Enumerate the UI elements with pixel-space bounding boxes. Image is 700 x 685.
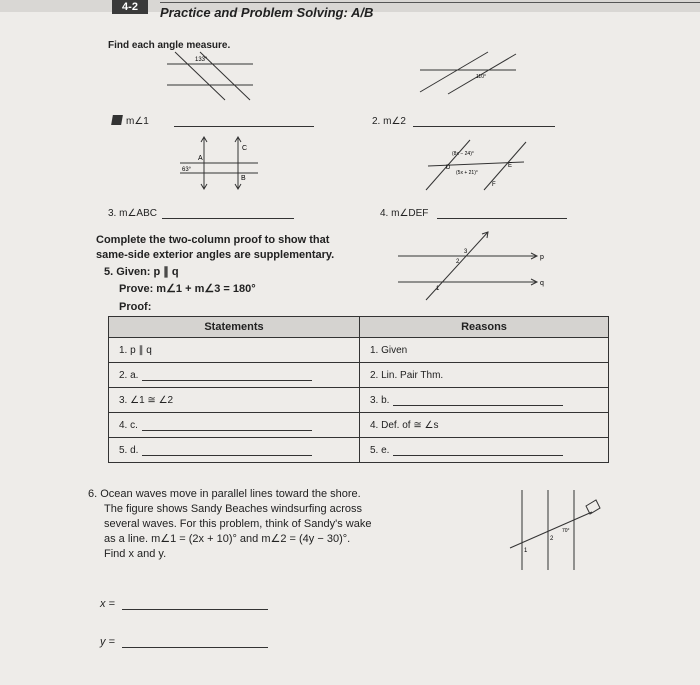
proof-angle-1-label: 1 <box>436 286 440 292</box>
proof-prove: Prove: m∠1 + m∠3 = 180° <box>119 283 256 295</box>
angle-133-label: 133° <box>195 57 208 63</box>
problem-4-row <box>380 208 567 219</box>
wake-angle-2-label: 2 <box>550 536 554 542</box>
instructions: Find each angle measure. <box>108 40 231 51</box>
figure-problem-4 <box>422 136 532 194</box>
problem-6-line-4: as a line. m∠1 = (2x + 10)° and m∠2 = (4y − 30)°. <box>104 533 351 545</box>
figure-problem-2 <box>418 48 518 96</box>
reason-4: 4. Def. of ≅ ∠s <box>370 419 439 431</box>
statements-header: Statements <box>109 317 360 338</box>
proof-table-header <box>109 317 609 338</box>
proof-given: 5. Given: p ∥ q <box>104 266 179 278</box>
point-e-label: E <box>508 163 513 169</box>
reason-1: 1. Given <box>370 344 408 356</box>
statement-5-blank[interactable] <box>142 445 312 456</box>
proof-angle-2-label: 2 <box>456 259 460 265</box>
problem-6-line-3: several waves. For this problem, think of Sandy's wake <box>104 518 372 530</box>
reason-3-blank[interactable] <box>393 395 563 406</box>
point-a-label: A <box>198 155 203 162</box>
line-p-label: p <box>540 254 544 261</box>
proof-intro-line-2: same-side exterior angles are supplementary. <box>96 249 335 261</box>
proof-intro <box>96 233 334 263</box>
problem-4-answer-blank[interactable] <box>437 208 567 219</box>
statement-1: 1. p ∥ q <box>119 344 152 356</box>
reason-5: 5. e. <box>370 444 390 456</box>
line-q-label: q <box>540 280 544 287</box>
angle-63-label: 63° <box>182 167 192 173</box>
statement-2-blank[interactable] <box>142 370 312 381</box>
expr-5x-label: (5x + 21)° <box>456 170 478 176</box>
statement-2: 2. a. <box>119 369 139 381</box>
reason-3: 3. b. <box>370 394 390 406</box>
page-title: Practice and Problem Solving: A/B <box>160 5 374 20</box>
wake-angle-70-label: 70° <box>562 528 570 534</box>
table-row <box>109 413 609 438</box>
table-row <box>109 338 609 363</box>
expr-8x-label: (8x − 24)° <box>452 151 474 157</box>
point-b-label: B <box>241 175 246 182</box>
x-label: x = <box>100 598 115 610</box>
problem-2-label: 2. m∠2 <box>372 116 406 127</box>
table-row <box>109 438 609 463</box>
marker-icon <box>111 115 123 125</box>
reason-5-blank[interactable] <box>393 445 563 456</box>
figure-proof <box>396 230 546 302</box>
problem-2-answer-blank[interactable] <box>413 116 555 127</box>
point-d-label: D <box>446 165 451 171</box>
problem-3-row <box>108 208 294 219</box>
proof-angle-3-label: 3 <box>464 249 468 255</box>
table-row <box>109 363 609 388</box>
statement-4-blank[interactable] <box>142 420 312 431</box>
reasons-header: Reasons <box>360 317 609 338</box>
lesson-badge: 4-2 <box>112 0 148 14</box>
y-answer-row <box>100 636 268 648</box>
statement-5: 5. d. <box>119 444 139 456</box>
reason-2: 2. Lin. Pair Thm. <box>370 369 444 381</box>
problem-6-line-1: 6. Ocean waves move in parallel lines toward the shore. <box>88 488 361 500</box>
problem-2-row <box>372 116 555 127</box>
problem-3-answer-blank[interactable] <box>162 208 294 219</box>
x-answer-blank[interactable] <box>122 599 268 610</box>
point-c-label: C <box>242 145 248 152</box>
y-label: y = <box>100 636 115 648</box>
table-row <box>109 388 609 413</box>
wake-angle-1-label: 1 <box>524 548 528 554</box>
proof-intro-line-1: Complete the two-column proof to show that <box>96 234 330 246</box>
problem-6-text <box>88 487 468 562</box>
problem-3-label: 3. m∠ABC <box>108 208 157 219</box>
statement-4: 4. c. <box>119 419 138 431</box>
problem-1-answer-blank[interactable] <box>174 116 314 127</box>
problem-6-line-2: The figure shows Sandy Beaches windsurfing across <box>104 503 363 515</box>
problem-6-line-5: Find x and y. <box>104 548 167 560</box>
figure-problem-1 <box>165 50 255 102</box>
proof-table <box>108 316 609 463</box>
point-f-label: F <box>492 182 496 188</box>
problem-1-label: m∠1 <box>126 116 149 127</box>
x-answer-row <box>100 598 268 610</box>
proof-label: Proof: <box>119 301 152 313</box>
figure-problem-3 <box>178 136 260 190</box>
problem-4-label: 4. m∠DEF <box>380 208 429 219</box>
problem-1-row <box>126 116 314 127</box>
statement-3: 3. ∠1 ≅ ∠2 <box>119 394 174 406</box>
figure-problem-6 <box>508 488 604 572</box>
header-rule <box>160 2 700 3</box>
y-answer-blank[interactable] <box>122 637 268 648</box>
angle-110-label: 110° <box>476 74 486 80</box>
